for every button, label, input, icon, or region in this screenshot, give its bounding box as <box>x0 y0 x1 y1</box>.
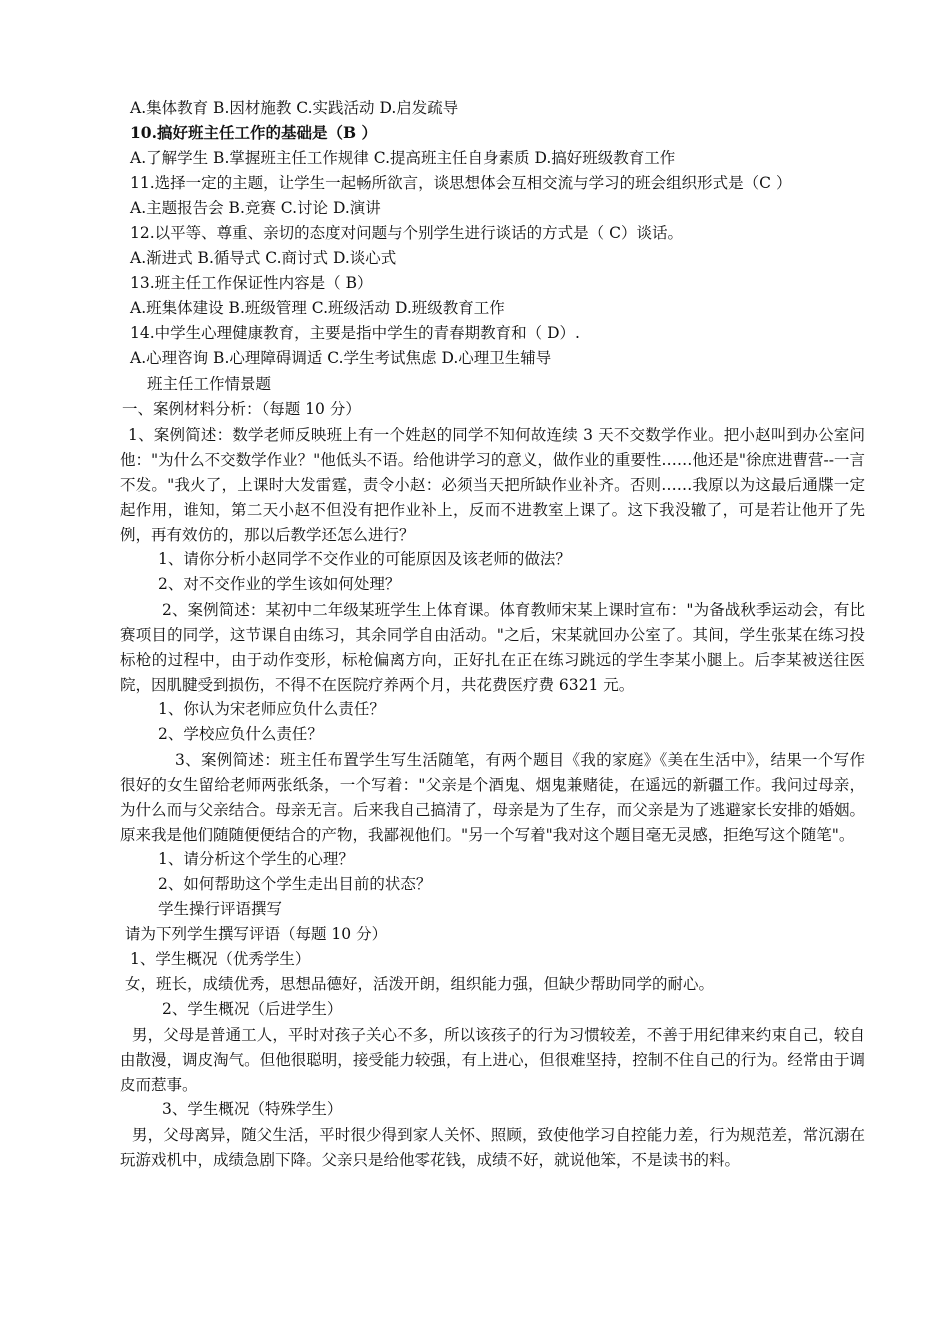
student3-title: 3、学生概况（特殊学生） <box>162 1100 343 1118</box>
student2-title: 2、学生概况（后进学生） <box>162 1000 343 1018</box>
case1-question-1: 1、请你分析小赵同学不交作业的可能原因及该老师的做法？ <box>158 550 571 568</box>
q11-question: 11.选择一定的主题，让学生一起畅所欲言，谈思想体会互相交流与学习的班会组织形式是（C ） <box>130 174 792 192</box>
q13-question: 13.班主任工作保证性内容是（ B） <box>130 274 373 292</box>
q12-question: 12.以平等、尊重、亲切的态度对问题与个别学生进行谈话的方式是（ C）谈话。 <box>130 224 683 242</box>
q12-options: A.渐进式 B.循导式 C.商讨式 D.谈心式 <box>130 249 397 267</box>
case1-text: 1、案例简述：数学老师反映班上有一个姓赵的同学不知何故连续 3 天不交数学作业。把小赵叫到办公室问他："为什么不交数学作业？"他低头不语。给他讲学习的意义，做作业的重要性……他还是"徐庶进曹营--一言不发。"我火了，上课时大发雷霆，责令小赵：必须当天把所缺作业补齐。否则……我原以为这最后通牒一定起作用，谁知，第二天小赵不但没有把作业补上，反而不进教室上课了。这下我没辙了，可是若让他开了先例，再有效仿的，那以后教学还怎么进行？ <box>120 426 865 544</box>
q9-options: A.集体教育 B.因材施教 C.实践活动 D.启发疏导 <box>130 99 459 117</box>
case2-question-1: 1、你认为宋老师应负什么责任？ <box>158 700 385 718</box>
student1-title: 1、学生概况（优秀学生） <box>130 950 311 968</box>
part2-title: 学生操行评语撰写 <box>158 900 283 918</box>
q13-options: A.班集体建设 B.班级管理 C.班级活动 D.班级教育工作 <box>130 299 505 317</box>
q11-options: A.主题报告会 B.竞赛 C.讨论 D.演讲 <box>130 199 381 217</box>
student3-description: 男，父母离异，随父生活，平时很少得到家人关怀、照顾，致使他学习自控能力差，行为规范差，常沉溺在玩游戏机中，成绩急剧下降。父亲只是给他零花钱，成绩不好，就说他笨，不是读书的料。 <box>120 1126 865 1169</box>
part1-heading: 一、案例材料分析：（每题 10 分） <box>122 400 361 418</box>
case2-question-2: 2、学校应负什么责任？ <box>158 725 323 743</box>
q14-question: 14.中学生心理健康教育，主要是指中学生的青春期教育和（ D）. <box>130 324 580 342</box>
student1-description: 女，班长，成绩优秀，思想品德好，活泼开朗，组织能力强，但缺少帮助同学的耐心。 <box>125 975 715 993</box>
q10-question: 10.搞好班主任工作的基础是（B ） <box>130 123 377 142</box>
case3-text: 3、案例简述：班主任布置学生写生活随笔，有两个题目《我的家庭》《美在生活中》，结果一个写作很好的女生留给老师两张纸条，一个写着："父亲是个酒鬼、烟鬼兼赌徒，在遥远的新疆工作。我问过母亲，为什么而与父亲结合。母亲无言。后来我自己搞清了，母亲是为了生存，而父亲是为了逃避家长安排的婚姻。原来我是他们随随便便结合的产物，我鄙视他们。"另一个写着"我对这个题目毫无灵感，拒绝写这个随笔"。 <box>120 751 865 844</box>
q14-options: A.心理咨询 B.心理障碍调适 C.学生考试焦虑 D.心理卫生辅导 <box>130 349 552 367</box>
case1-question-2: 2、对不交作业的学生该如何处理？ <box>158 575 401 593</box>
case2-text: 2、案例简述：某初中二年级某班学生上体育课。体育教师宋某上课时宣布："为备战秋季运动会，有比赛项目的同学，这节课自由练习，其余同学自由活动。"之后，宋某就回办公室了。其间，学生张某在练习投标枪的过程中，由于动作变形，标枪偏离方向，正好扎在正在练习跳远的学生李某小腿上。后李某被送往医院，因肌腱受到损伤，不得不在医院疗养两个月，共花费医疗费 6321 元。 <box>120 601 865 694</box>
case3-question-1: 1、请分析这个学生的心理？ <box>158 850 354 868</box>
student2-description: 男，父母是普通工人，平时对孩子关心不多，所以该孩子的行为习惯较差，不善于用纪律来约束自己，较自由散漫，调皮淘气。但他很聪明，接受能力较强，有上进心，但很难坚持，控制不住自己的行为。经常由于调皮而惹事。 <box>120 1026 865 1094</box>
q10-options: A.了解学生 B.掌握班主任工作规律 C.提高班主任自身素质 D.搞好班级教育工作 <box>130 149 676 167</box>
part2-heading: 请为下列学生撰写评语（每题 10 分） <box>125 925 388 943</box>
case3-question-2: 2、如何帮助这个学生走出目前的状态？ <box>158 875 432 893</box>
section-title: 班主任工作情景题 <box>147 375 272 393</box>
